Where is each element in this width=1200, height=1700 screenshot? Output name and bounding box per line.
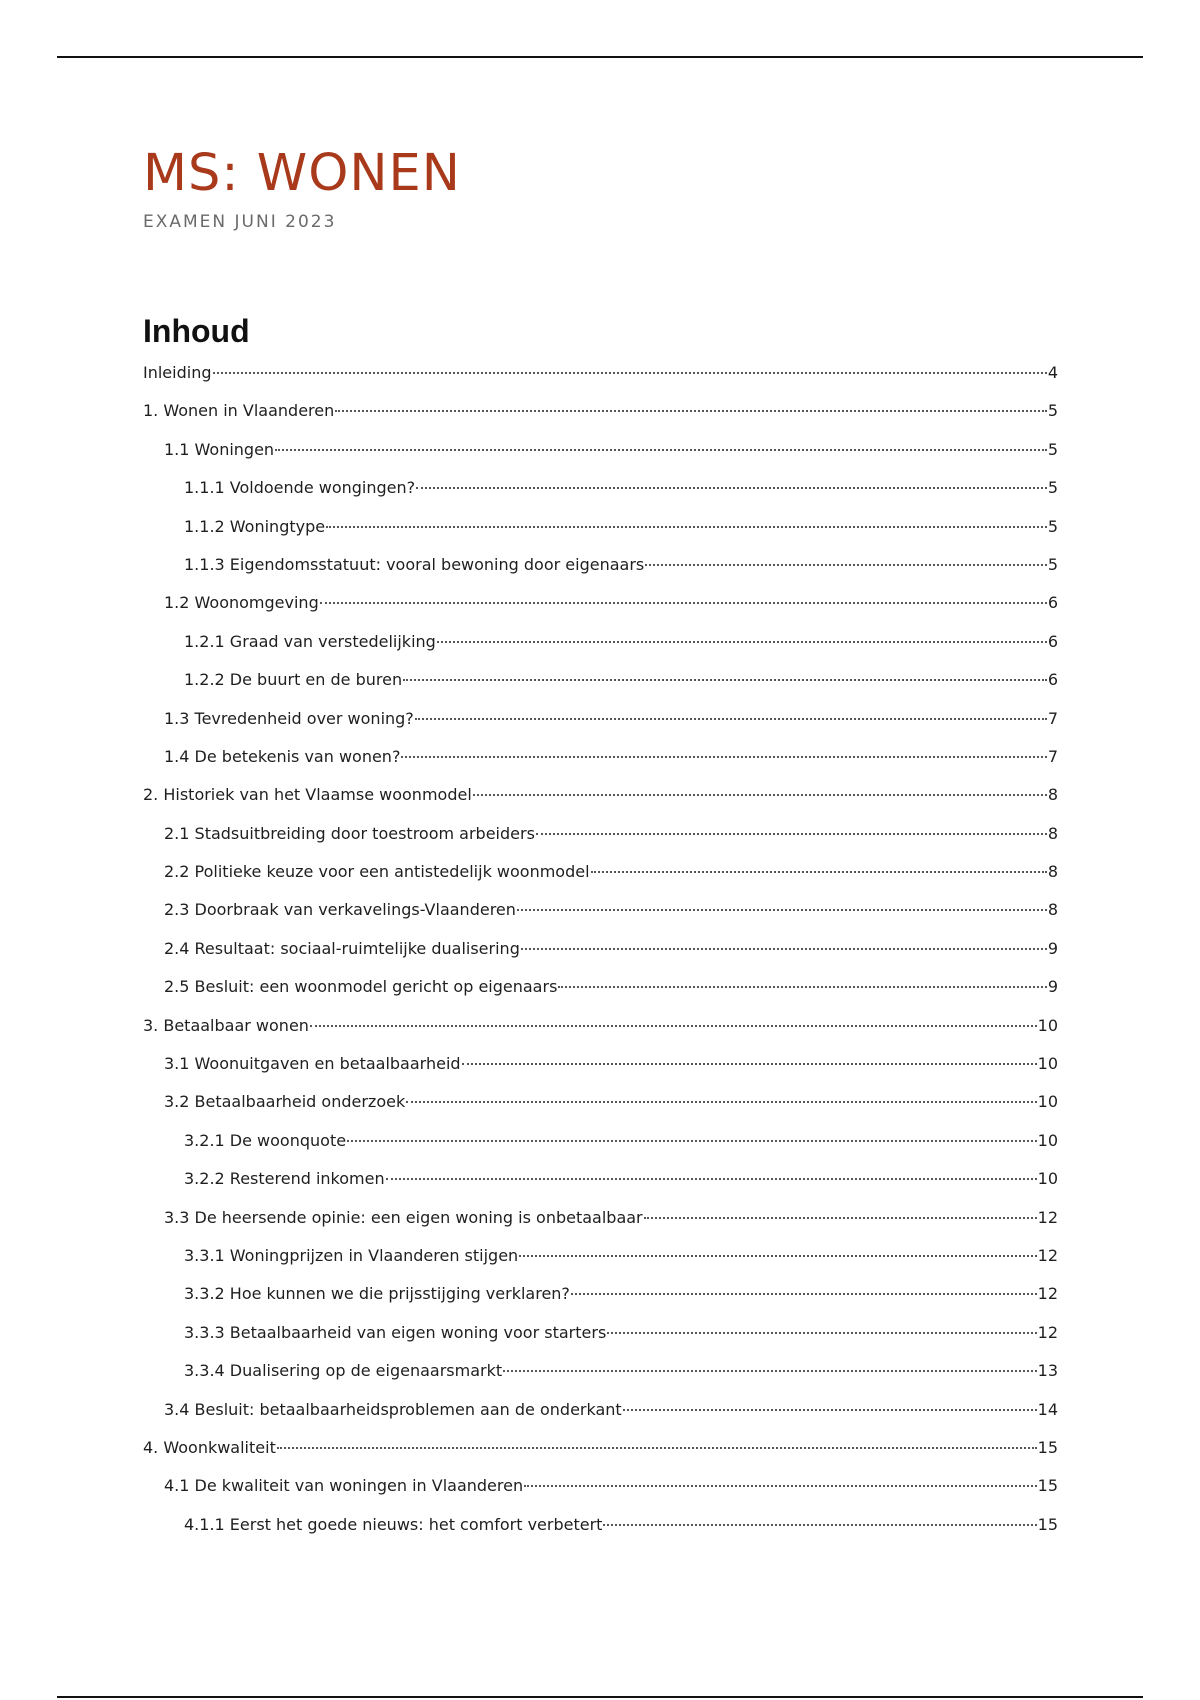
toc-entry[interactable] bbox=[143, 363, 1058, 401]
toc-leader-dots bbox=[406, 1101, 1036, 1103]
toc-entry-page-number: 5 bbox=[1047, 439, 1058, 459]
toc-entry-title: 1.2.2 De buurt en de buren bbox=[184, 670, 403, 690]
toc-entry-title: 3.3 De heersende opinie: een eigen woning is onbetaalbaar bbox=[164, 1207, 643, 1227]
toc-entry-title: 3.2 Betaalbaarheid onderzoek bbox=[164, 1092, 406, 1112]
toc-leader-dots bbox=[517, 909, 1047, 911]
toc-entry[interactable] bbox=[143, 824, 1058, 862]
toc-leader-dots bbox=[623, 1409, 1037, 1411]
toc-entry-page-number: 9 bbox=[1047, 977, 1058, 997]
toc-leader-dots bbox=[320, 602, 1047, 604]
toc-leader-dots bbox=[416, 487, 1047, 489]
toc-entry-page-number: 10 bbox=[1037, 1169, 1058, 1189]
toc-leader-dots bbox=[415, 718, 1047, 720]
toc-leader-dots bbox=[645, 564, 1047, 566]
table-of-contents bbox=[143, 363, 1058, 1553]
toc-entry-page-number: 8 bbox=[1047, 862, 1058, 882]
toc-entry-title: 1.3 Tevredenheid over woning? bbox=[164, 708, 414, 728]
toc-leader-dots bbox=[462, 1063, 1037, 1065]
toc-entry-page-number: 13 bbox=[1037, 1361, 1058, 1381]
toc-entry-title: 1.1.2 Woningtype bbox=[184, 516, 326, 536]
toc-leader-dots bbox=[591, 871, 1047, 873]
toc-entry[interactable] bbox=[143, 862, 1058, 900]
toc-entry-page-number: 5 bbox=[1047, 516, 1058, 536]
toc-entry-page-number: 5 bbox=[1047, 554, 1058, 574]
toc-entry-title: 4. Woonkwaliteit bbox=[143, 1437, 276, 1457]
toc-entry[interactable] bbox=[143, 670, 1058, 708]
toc-entry[interactable] bbox=[143, 1169, 1058, 1207]
toc-entry[interactable] bbox=[143, 440, 1058, 478]
toc-entry-title: 1.2 Woonomgeving bbox=[164, 593, 319, 613]
toc-entry[interactable] bbox=[143, 747, 1058, 785]
toc-entry-title: 2.4 Resultaat: sociaal-ruimtelijke dualisering bbox=[164, 938, 520, 958]
toc-entry-page-number: 6 bbox=[1047, 593, 1058, 613]
toc-leader-dots bbox=[607, 1332, 1036, 1334]
toc-leader-dots bbox=[401, 756, 1046, 758]
toc-entry-title: 3.3.4 Dualisering op de eigenaarsmarkt bbox=[184, 1361, 503, 1381]
document-subtitle: EXAMEN JUNI 2023 bbox=[143, 212, 337, 232]
toc-entry[interactable] bbox=[143, 1400, 1058, 1438]
toc-entry-page-number: 12 bbox=[1037, 1207, 1058, 1227]
toc-entry[interactable] bbox=[143, 401, 1058, 439]
toc-entry-title: 2.1 Stadsuitbreiding door toestroom arbeiders bbox=[164, 823, 535, 843]
toc-entry[interactable] bbox=[143, 1438, 1058, 1476]
toc-entry-title: 3.3.2 Hoe kunnen we die prijsstijging verklaren? bbox=[184, 1284, 570, 1304]
toc-entry-page-number: 8 bbox=[1047, 900, 1058, 920]
toc-entry-title: 1.1.1 Voldoende wongingen? bbox=[184, 478, 416, 498]
toc-entry-title: 1.1.3 Eigendomsstatuut: vooral bewoning door eigenaars bbox=[184, 554, 645, 574]
document-title: MS: WONEN bbox=[143, 144, 461, 203]
toc-entry-page-number: 15 bbox=[1037, 1476, 1058, 1496]
toc-entry[interactable] bbox=[143, 478, 1058, 516]
toc-leader-dots bbox=[335, 410, 1047, 412]
toc-entry-page-number: 6 bbox=[1047, 631, 1058, 651]
toc-entry[interactable] bbox=[143, 1208, 1058, 1246]
toc-entry-title: 3.1 Woonuitgaven en betaalbaarheid bbox=[164, 1054, 461, 1074]
toc-leader-dots bbox=[277, 1447, 1037, 1449]
toc-entry-title: 3.2.2 Resterend inkomen bbox=[184, 1169, 385, 1189]
toc-entry-title: 3.2.1 De woonquote bbox=[184, 1130, 347, 1150]
toc-entry-page-number: 8 bbox=[1047, 785, 1058, 805]
toc-entry-title: 1.4 De betekenis van wonen? bbox=[164, 746, 401, 766]
toc-entry[interactable] bbox=[143, 1016, 1058, 1054]
toc-entry-page-number: 12 bbox=[1037, 1284, 1058, 1304]
toc-leader-dots bbox=[310, 1025, 1037, 1027]
toc-leader-dots bbox=[603, 1524, 1036, 1526]
toc-entry[interactable] bbox=[143, 1361, 1058, 1399]
toc-leader-dots bbox=[519, 1255, 1036, 1257]
toc-entry-title: 3.4 Besluit: betaalbaarheidsproblemen aan de onderkant bbox=[164, 1399, 622, 1419]
page-content bbox=[143, 138, 1058, 1534]
header-rule bbox=[57, 56, 1143, 58]
toc-entry[interactable] bbox=[143, 977, 1058, 1015]
toc-leader-dots bbox=[347, 1140, 1037, 1142]
toc-entry-page-number: 7 bbox=[1047, 708, 1058, 728]
toc-leader-dots bbox=[386, 1178, 1037, 1180]
toc-leader-dots bbox=[503, 1370, 1037, 1372]
toc-entry-title: Inleiding bbox=[143, 363, 212, 382]
toc-leader-dots bbox=[571, 1293, 1037, 1295]
toc-entry-title: 3. Betaalbaar wonen bbox=[143, 1015, 309, 1035]
toc-leader-dots bbox=[403, 679, 1047, 681]
toc-entry-page-number: 15 bbox=[1037, 1514, 1058, 1534]
toc-entry-title: 1. Wonen in Vlaanderen bbox=[143, 401, 335, 421]
toc-entry[interactable] bbox=[143, 939, 1058, 977]
toc-entry[interactable] bbox=[143, 593, 1058, 631]
toc-entry[interactable] bbox=[143, 632, 1058, 670]
toc-entry-page-number: 6 bbox=[1047, 670, 1058, 690]
toc-entry-title: 3.3.3 Betaalbaarheid van eigen woning voor starters bbox=[184, 1322, 607, 1342]
toc-entry[interactable] bbox=[143, 1476, 1058, 1514]
toc-entry-page-number: 4 bbox=[1047, 363, 1058, 382]
toc-entry[interactable] bbox=[143, 517, 1058, 555]
toc-entry-page-number: 12 bbox=[1037, 1245, 1058, 1265]
toc-leader-dots bbox=[213, 372, 1047, 374]
toc-entry-title: 1.1 Woningen bbox=[164, 439, 275, 459]
toc-heading: Inhoud bbox=[143, 313, 250, 349]
toc-entry-title: 4.1.1 Eerst het goede nieuws: het comfort verbetert bbox=[184, 1514, 603, 1534]
toc-entry[interactable] bbox=[143, 709, 1058, 747]
toc-entry[interactable] bbox=[143, 555, 1058, 593]
toc-entry[interactable] bbox=[143, 1054, 1058, 1092]
toc-entry-title: 1.2.1 Graad van verstedelijking bbox=[184, 631, 436, 651]
toc-entry[interactable] bbox=[143, 1246, 1058, 1284]
toc-entry-page-number: 10 bbox=[1037, 1054, 1058, 1074]
toc-entry-title: 3.3.1 Woningprijzen in Vlaanderen stijgen bbox=[184, 1245, 519, 1265]
toc-entry-title: 2.2 Politieke keuze voor een antistedelijk woonmodel bbox=[164, 862, 590, 882]
toc-leader-dots bbox=[437, 641, 1047, 643]
toc-entry-page-number: 9 bbox=[1047, 938, 1058, 958]
toc-entry-page-number: 12 bbox=[1037, 1322, 1058, 1342]
toc-entry[interactable] bbox=[143, 1284, 1058, 1322]
toc-entry-page-number: 10 bbox=[1037, 1092, 1058, 1112]
toc-entry-page-number: 5 bbox=[1047, 478, 1058, 498]
toc-entry[interactable] bbox=[143, 900, 1058, 938]
toc-leader-dots bbox=[536, 833, 1047, 835]
toc-entry-page-number: 15 bbox=[1037, 1437, 1058, 1457]
toc-entry-page-number: 14 bbox=[1037, 1399, 1058, 1419]
toc-entry[interactable] bbox=[143, 1323, 1058, 1361]
toc-entry[interactable] bbox=[143, 1092, 1058, 1130]
toc-entry-title: 2. Historiek van het Vlaamse woonmodel bbox=[143, 785, 472, 805]
toc-entry-page-number: 5 bbox=[1047, 401, 1058, 421]
toc-leader-dots bbox=[558, 986, 1046, 988]
toc-entry-title: 4.1 De kwaliteit van woningen in Vlaanderen bbox=[164, 1476, 524, 1496]
toc-leader-dots bbox=[524, 1485, 1037, 1487]
toc-entry-page-number: 8 bbox=[1047, 823, 1058, 843]
toc-entry-page-number: 10 bbox=[1037, 1015, 1058, 1035]
toc-entry[interactable] bbox=[143, 1515, 1058, 1553]
toc-entry-title: 2.5 Besluit: een woonmodel gericht op eigenaars bbox=[164, 977, 558, 997]
toc-leader-dots bbox=[644, 1217, 1037, 1219]
footer-rule bbox=[57, 1696, 1143, 1698]
toc-entry[interactable] bbox=[143, 1131, 1058, 1169]
toc-entry-page-number: 7 bbox=[1047, 746, 1058, 766]
toc-leader-dots bbox=[521, 948, 1047, 950]
toc-entry-title: 2.3 Doorbraak van verkavelings-Vlaanderen bbox=[164, 900, 516, 920]
toc-entry[interactable] bbox=[143, 785, 1058, 823]
toc-entry-page-number: 10 bbox=[1037, 1130, 1058, 1150]
toc-leader-dots bbox=[275, 449, 1047, 451]
toc-leader-dots bbox=[473, 794, 1047, 796]
toc-leader-dots bbox=[326, 526, 1047, 528]
